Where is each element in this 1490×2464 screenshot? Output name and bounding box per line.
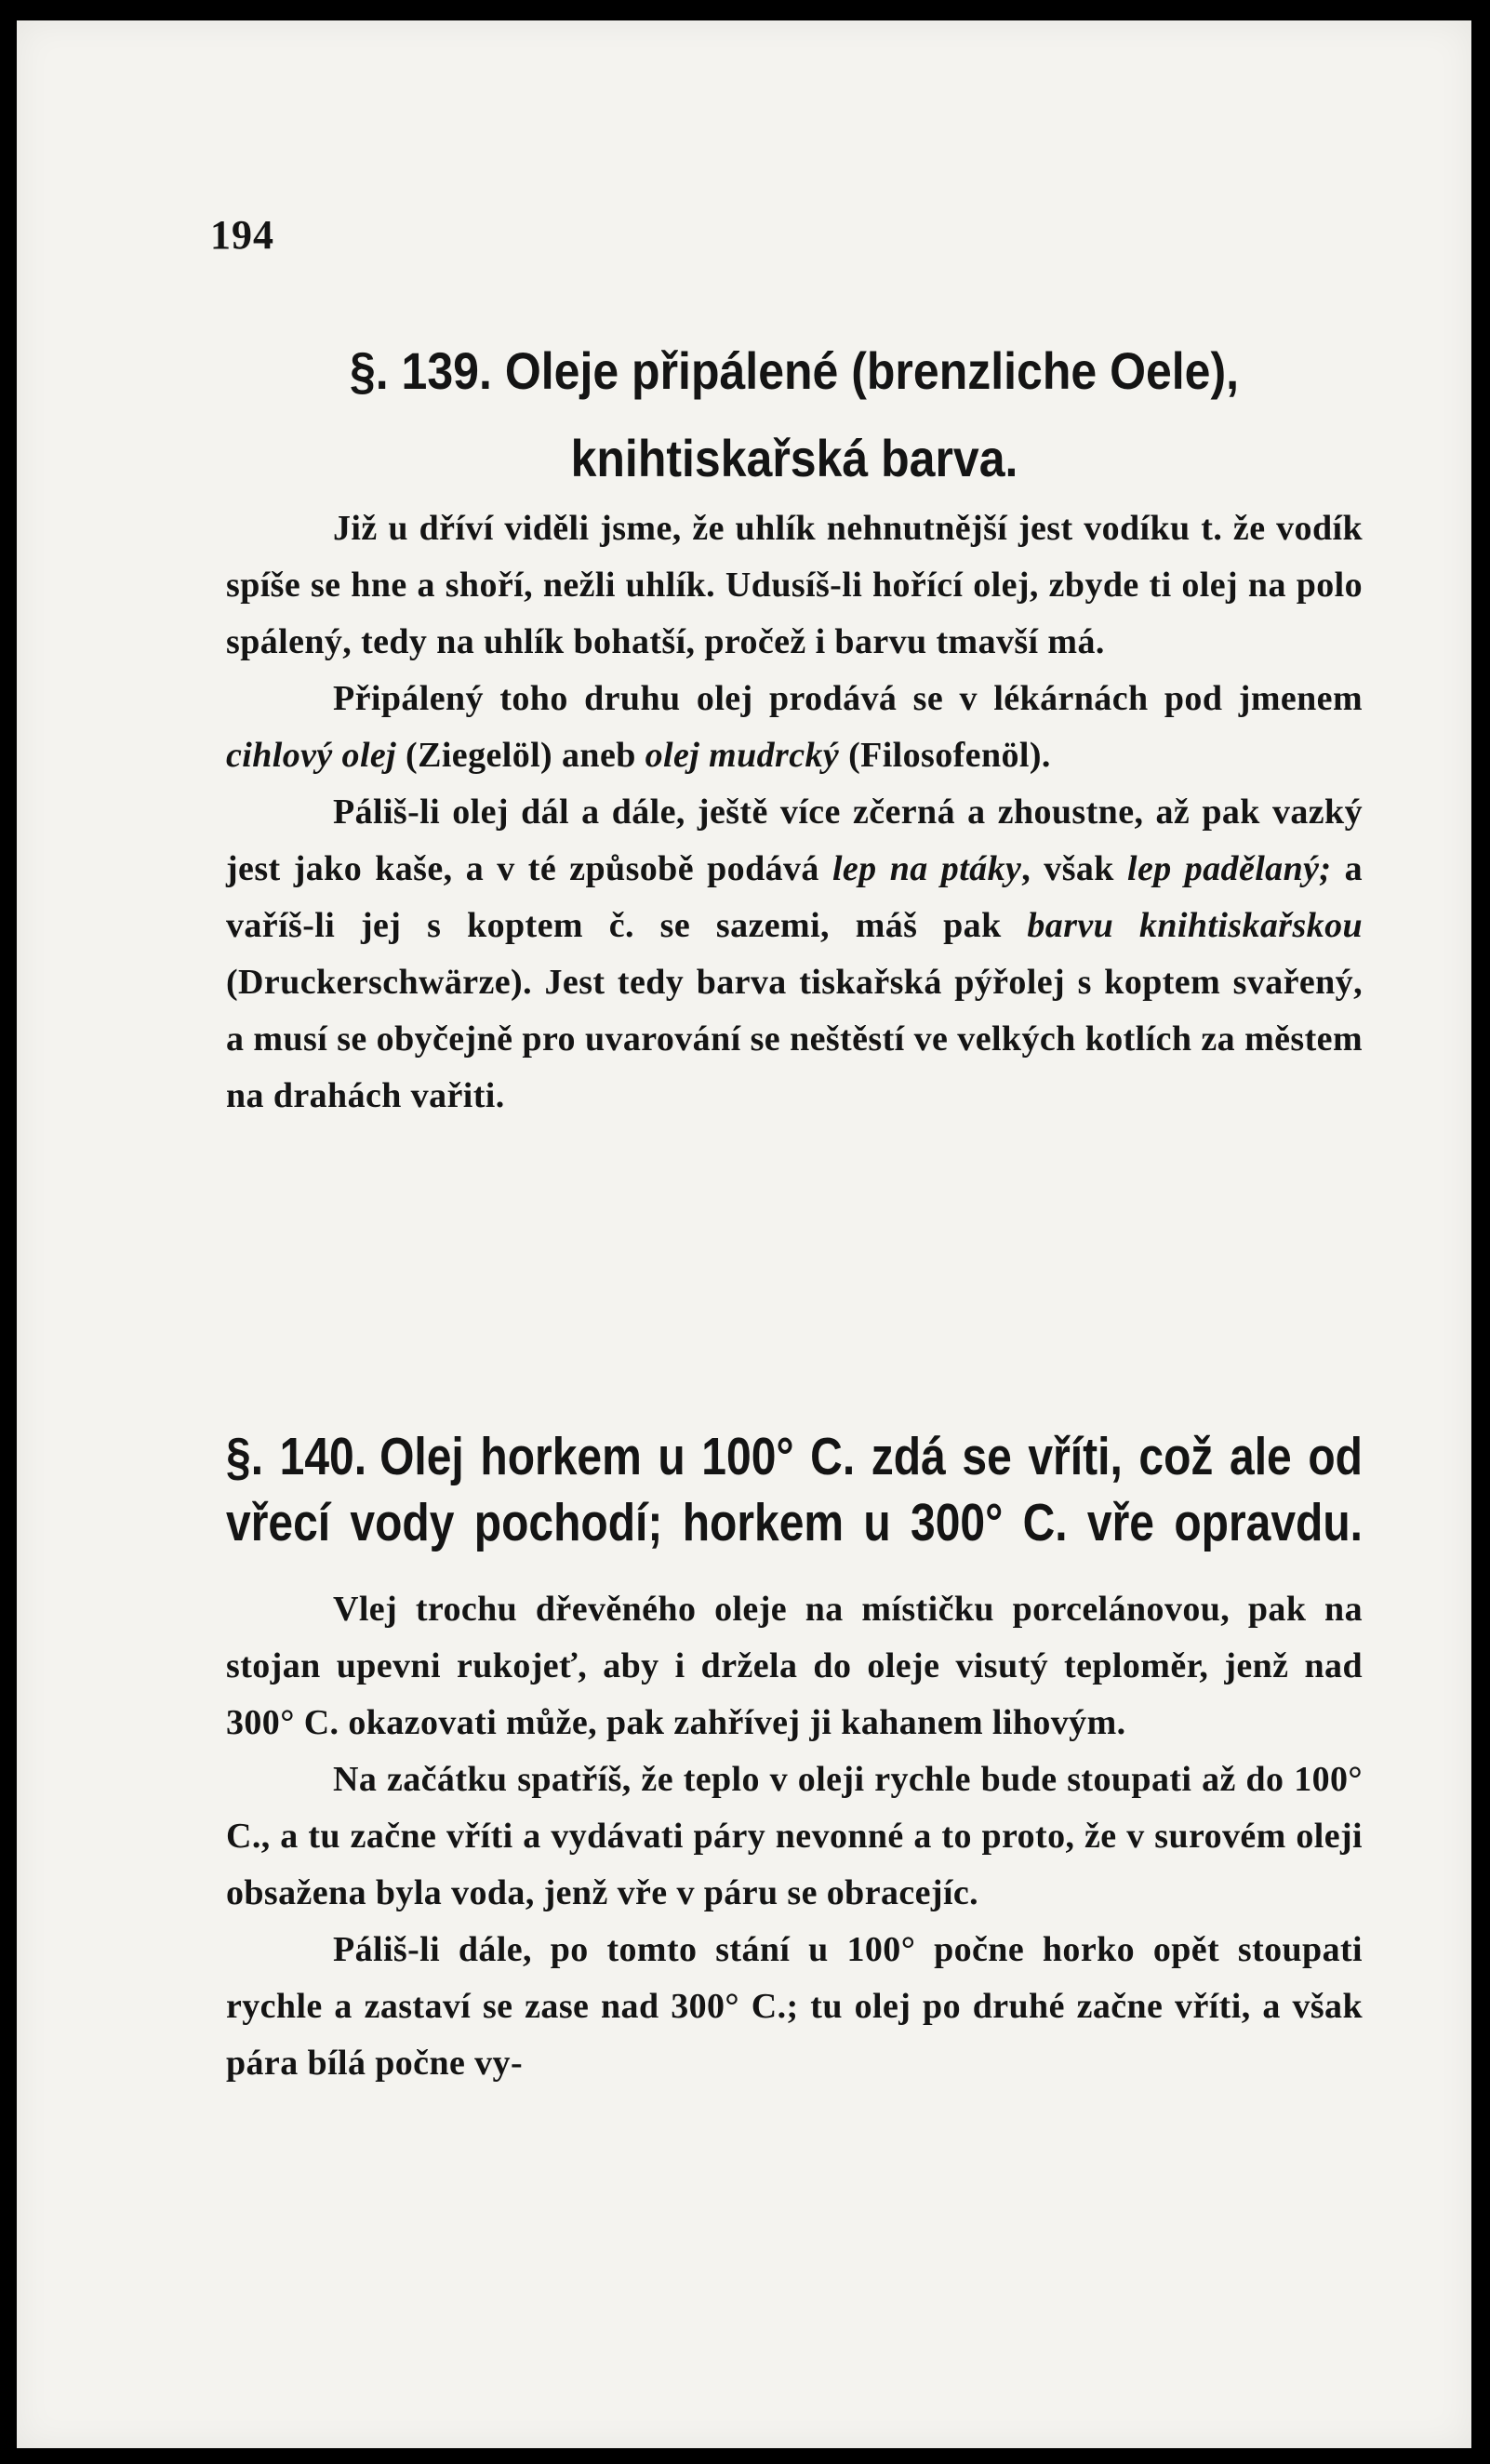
- section-body: [226, 500, 1363, 1125]
- italic-term: lep padělaný;: [1126, 849, 1332, 888]
- section-number: §. 140.: [226, 1428, 367, 1487]
- text-run: a vaříš-li jej s koptem č. se sazemi, máš pak: [226, 849, 1363, 945]
- text-run: .: [1041, 736, 1051, 775]
- heading-text-part: Oleje připálené (: [504, 341, 867, 401]
- text-run: , však: [1021, 849, 1127, 888]
- paragraph: [226, 784, 1363, 1125]
- german-term: (Filosofenöl): [848, 736, 1042, 775]
- page-number: 194: [210, 212, 274, 258]
- german-term: (Ziegelöl): [406, 736, 553, 775]
- italic-term: barvu knihtiskařskou: [1027, 906, 1363, 945]
- section-heading-139: [226, 327, 1363, 502]
- text-run: Páliš-li olej dál a dále, ještě více zčerná a zhoustne, až pak vazký jest jako kaše, a v té způsobě podává: [226, 792, 1363, 888]
- section-140: [226, 1425, 1363, 2092]
- text-run: aneb: [552, 736, 645, 775]
- paragraph: Již u dříví viděli jsme, že uhlík nehnutnější jest vodíku t. že vodík spíše se hne a shoří, nežli uhlík. Udusíš-li hořící olej, zbyde ti olej na polo spálený, tedy na uhlík bohatší, pročež i barvu tmavší má.: [226, 509, 1363, 661]
- book-page: [17, 20, 1471, 2448]
- paragraph: Páliš-li dále, po tomto stání u 100° počne horko opět stoupati rychle a zastaví se zase nad 300° C.; tu olej po druhé začne vříti, a však pára bílá počne vy-: [226, 1930, 1363, 2083]
- text-run: Připálený toho druhu olej prodává se v lékárnách pod jmenem: [333, 679, 1363, 718]
- section-number: §. 139.: [349, 341, 492, 401]
- heading-german-term: brenzliche Oele: [866, 341, 1211, 401]
- paragraph: [226, 671, 1363, 784]
- italic-term: olej mudrcký: [645, 736, 840, 775]
- heading-text: Olej horkem u 100° C. zdá se vříti, což ale od vřecí vody pochodí; horkem u 300° C. vře opravdu.: [226, 1428, 1363, 1552]
- heading-text-part: ), knihtiskařská barva.: [570, 341, 1240, 488]
- german-term: (Druckerschwärze): [226, 963, 524, 1002]
- paragraph: Na začátku spatříš, že teplo v oleji rychle bude stoupati až do 100° C., a tu začne vříti a vydávati páry nevonné a to proto, že v surovém oleji obsažena byla voda, jenž vře v páru se obracejíc.: [226, 1760, 1363, 1912]
- italic-term: cihlový olej: [226, 736, 397, 775]
- section-heading-140: [226, 1425, 1363, 1557]
- section-body: [226, 1581, 1363, 2092]
- italic-term: lep na ptáky: [831, 849, 1022, 888]
- paragraph: Vlej trochu dřevěného oleje na místičku porcelánovou, pak na stojan upevni rukojeť, aby i držela do oleje visutý teploměr, jenž nad 300° C. okazovati může, pak zahřívej ji kahanem lihovým.: [226, 1590, 1363, 1742]
- section-139: [226, 327, 1363, 1125]
- text-run: . Jest tedy barva tiskařská pýřolej s koptem svařený, a musí se obyčejně pro uvarování se neštěstí ve velkých kotlích za městem na drahách vařiti.: [226, 963, 1363, 1115]
